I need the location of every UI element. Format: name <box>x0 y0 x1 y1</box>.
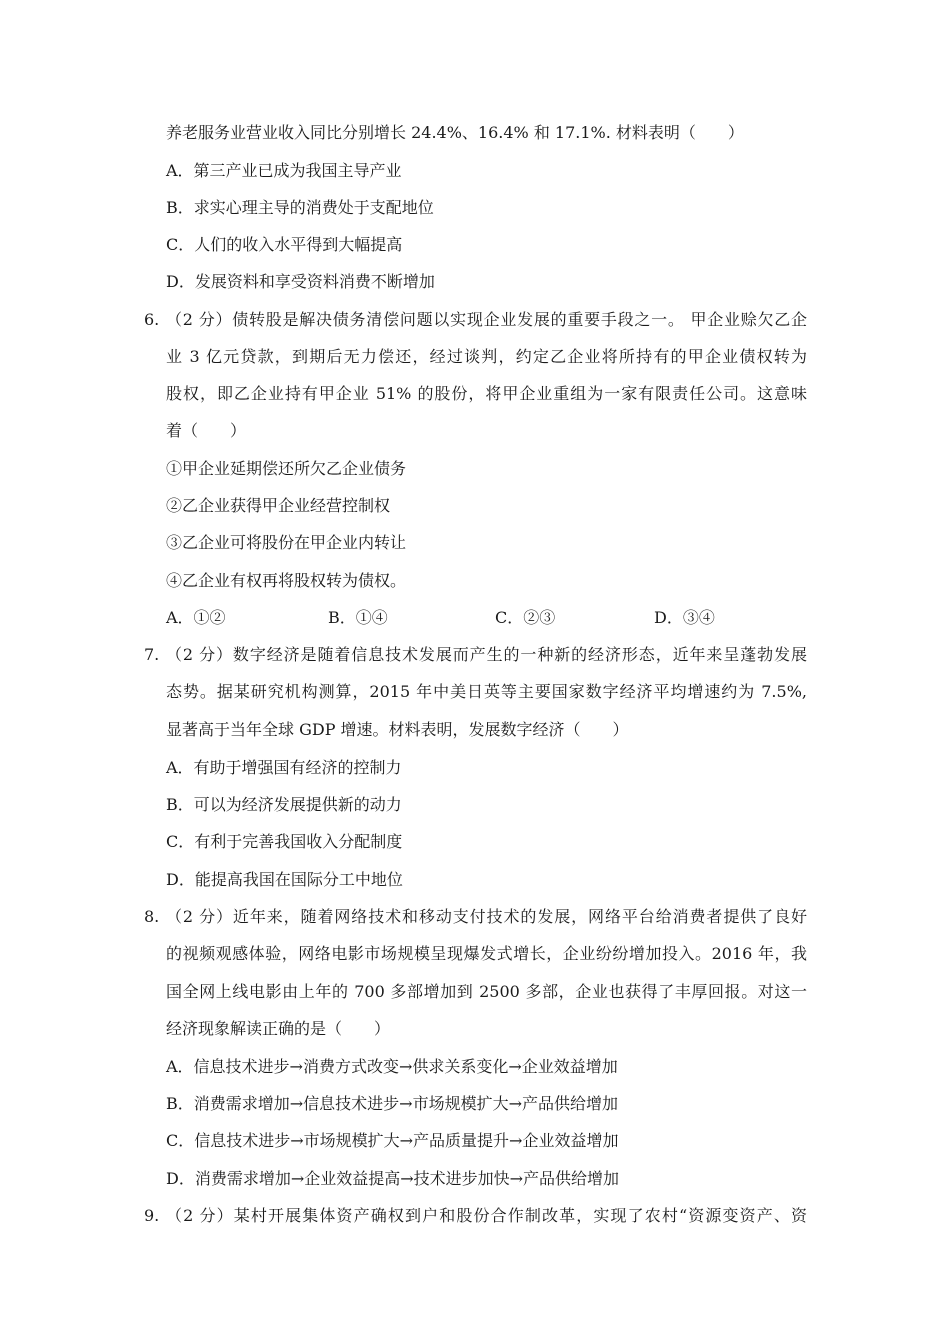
q9-number: 9. <box>144 1206 160 1225</box>
q8-line-3: 国全网上线电影由上年的 700 多部增加到 2500 多部，企业也获得了丰厚回报。对这一 <box>166 982 807 1001</box>
q7-line-2: 态势。据某研究机构测算，2015 年中美日英等主要国家数字经济平均增速约为 7.5%, <box>166 682 807 701</box>
q5-option-a: A．第三产业已成为我国主导产业 <box>166 161 402 180</box>
q6-statement-4: ④乙企业有权再将股权转为债权。 <box>166 571 407 590</box>
q5-option-d: D．发展资料和享受资料消费不断增加 <box>166 272 435 291</box>
q6-statement-1: ①甲企业延期偿还所欠乙企业债务 <box>166 459 407 478</box>
q7-line-1: （2 分）数字经济是随着信息技术发展而产生的一种新的经济形态，近年来呈蓬勃发展 <box>166 645 807 664</box>
q7-option-b: B．可以为经济发展提供新的动力 <box>166 795 402 814</box>
q8-line-1: （2 分）近年来，随着网络技术和移动支付技术的发展，网络平台给消费者提供了良好 <box>166 907 807 926</box>
q8-option-b: B．消费需求增加→信息技术进步→市场规模扩大→产品供给增加 <box>166 1094 618 1113</box>
q6-line-4: 着（ ） <box>166 421 247 440</box>
q8-line-4: 经济现象解读正确的是（ ） <box>166 1019 391 1038</box>
q6-line-1: （2 分）债转股是解决债务清偿问题以实现企业发展的重要手段之一。 甲企业赊欠乙企 <box>166 310 807 329</box>
q8-line-2: 的视频观感体验，网络电影市场规模呈现爆发式增长，企业纷纷增加投入。2016 年，我 <box>166 944 807 963</box>
q5-option-b: B．求实心理主导的消费处于支配地位 <box>166 198 434 217</box>
q7-option-d: D．能提高我国在国际分工中地位 <box>166 870 403 889</box>
q7-number: 7. <box>144 645 160 664</box>
q7-line-3: 显著高于当年全球 GDP 增速。材料表明，发展数字经济（ ） <box>166 720 629 739</box>
q6-option-b: B．①④ <box>328 608 388 627</box>
q6-option-d: D．③④ <box>654 608 715 627</box>
q5-option-c: C．人们的收入水平得到大幅提高 <box>166 235 403 254</box>
q9-line-1: （2 分）某村开展集体资产确权到户和股份合作制改革，实现了农村“资源变资产、资 <box>166 1206 807 1225</box>
q6-option-c: C．②③ <box>495 608 556 627</box>
q8-option-d: D．消费需求增加→企业效益提高→技术进步加快→产品供给增加 <box>166 1169 620 1188</box>
q8-option-a: A．信息技术进步→消费方式改变→供求关系变化→企业效益增加 <box>166 1057 618 1076</box>
q7-option-c: C．有利于完善我国收入分配制度 <box>166 832 403 851</box>
q5-line-1: 养老服务业营业收入同比分别增长 24.4%、16.4% 和 17.1%. 材料表明（ ） <box>166 123 744 142</box>
q8-number: 8. <box>144 907 160 926</box>
q6-line-2: 业 3 亿元贷款，到期后无力偿还，经过谈判，约定乙企业将所持有的甲企业债权转为 <box>166 347 807 366</box>
q6-line-3: 股权，即乙企业持有甲企业 51% 的股份，将甲企业重组为一家有限责任公司。这意味 <box>166 384 807 403</box>
q6-number: 6. <box>144 310 160 329</box>
q7-option-a: A．有助于增强国有经济的控制力 <box>166 758 402 777</box>
q6-statement-2: ②乙企业获得甲企业经营控制权 <box>166 496 391 515</box>
q6-statement-3: ③乙企业可将股份在甲企业内转让 <box>166 533 407 552</box>
q6-option-a: A．①② <box>166 608 226 627</box>
q8-option-c: C．信息技术进步→市场规模扩大→产品质量提升→企业效益增加 <box>166 1131 619 1150</box>
